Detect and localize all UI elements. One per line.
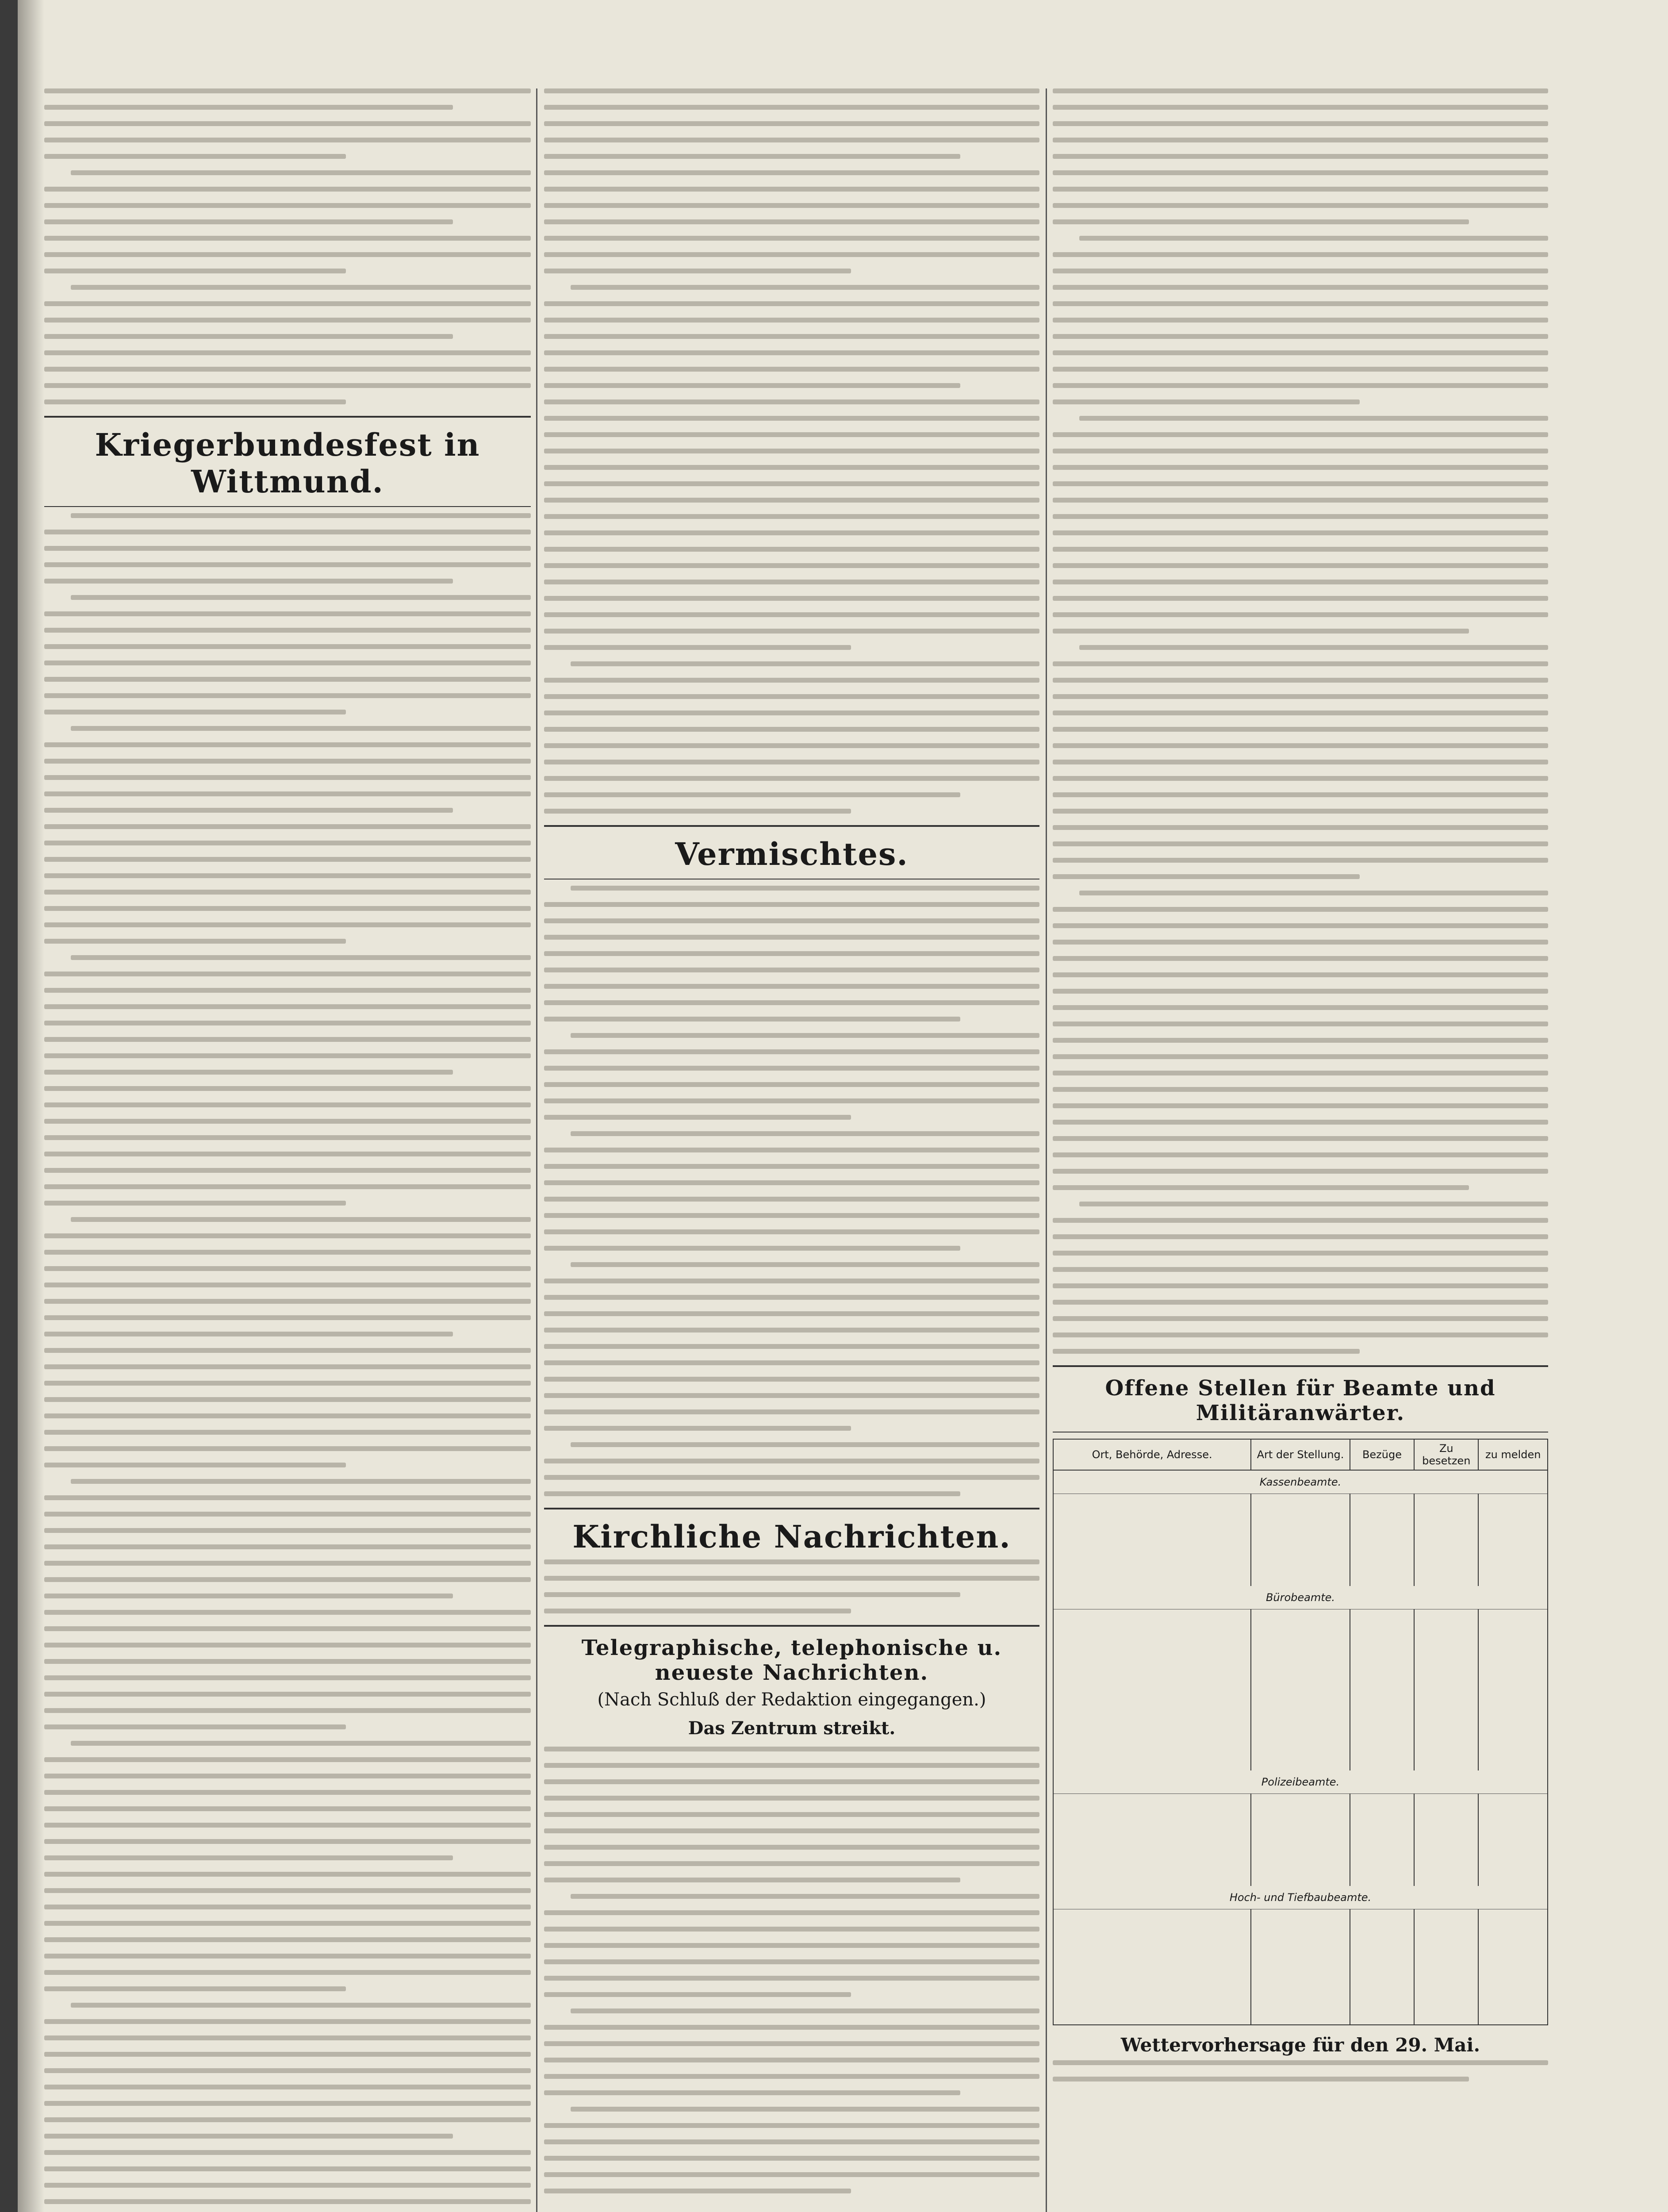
table-section-label: Bürobeamte. (1053, 1586, 1548, 1609)
table-row (1053, 1678, 1548, 1701)
headline-kriegerbundesfest: Kriegerbundesfest in Wittmund. (95, 426, 480, 500)
table-row (1053, 1817, 1548, 1840)
table-row (1053, 1840, 1548, 1863)
table-row (1053, 1701, 1548, 1724)
scan-gutter-shadow (18, 0, 44, 2212)
table-row (1053, 1863, 1548, 1886)
table-row (1053, 1932, 1548, 1955)
col2-top-text (544, 88, 1039, 814)
table-header-cell: Ort, Behörde, Adresse. (1053, 1439, 1251, 1470)
weather-forecast-text (1053, 2060, 1548, 2081)
table-section-label: Polizeibeamte. (1053, 1770, 1548, 1794)
column-rule (536, 88, 537, 2212)
column-3 (1053, 88, 1548, 2093)
divider (544, 1508, 1039, 1509)
table-section-label: Kassenbeamte. (1053, 1470, 1548, 1494)
table-row (1053, 1517, 1548, 1540)
table-row (1053, 1794, 1548, 1817)
col3-telegraph-text (1053, 88, 1548, 1354)
table-row (1053, 1632, 1548, 1655)
table-header-cell: Zu besetzen (1414, 1439, 1478, 1470)
scan-page-edge (0, 0, 18, 2212)
headline-vermischtes: Vermischtes. (675, 836, 909, 872)
table-row (1053, 1747, 1548, 1770)
table-header-cell: zu melden (1478, 1439, 1548, 1470)
headline-kirchliche-nachrichten: Kirchliche Nachrichten. (572, 1518, 1011, 1555)
openings-table (1053, 1439, 1548, 2025)
table-header-cell: Bezüge (1350, 1439, 1414, 1470)
table-row (1053, 2001, 1548, 2025)
telegraph-subheading: Das Zentrum streikt. (688, 1718, 896, 1739)
column-2 (544, 88, 1039, 2205)
col2-misc-text (544, 886, 1039, 1496)
column-1 (44, 88, 531, 2212)
headline-telegraphische-nachrichten: Telegraphische, telephonische u. neueste Nachrichten. (581, 1636, 1002, 1685)
newspaper-page (44, 88, 1637, 2212)
table-row (1053, 1655, 1548, 1678)
weather-forecast-title: Wettervorhersage für den 29. Mai. (1120, 2034, 1480, 2056)
table-row (1053, 1563, 1548, 1586)
col1-article-text (44, 513, 531, 2212)
table-row (1053, 1540, 1548, 1563)
divider (544, 825, 1039, 827)
divider (1053, 1365, 1548, 1367)
col1-top-text (44, 88, 531, 404)
table-row (1053, 1955, 1548, 1978)
divider (44, 506, 531, 507)
table-header-row (1053, 1439, 1548, 1470)
col2-telegraph-text (544, 1747, 1039, 2193)
table-section-label: Hoch- und Tiefbaubeamte. (1053, 1886, 1548, 1909)
table-row (1053, 1609, 1548, 1633)
table-row (1053, 1494, 1548, 1517)
column-rule (1046, 88, 1047, 2212)
divider (44, 416, 531, 418)
telegraph-subtitle: (Nach Schluß der Redaktion eingegangen.) (597, 1690, 986, 1710)
headline-offene-stellen: Offene Stellen für Beamte und Militäranwärter. (1105, 1376, 1496, 1425)
table-row (1053, 1909, 1548, 1933)
table-row (1053, 1724, 1548, 1747)
divider (544, 1625, 1039, 1627)
table-row (1053, 1978, 1548, 2001)
table-header-cell: Art der Stellung. (1251, 1439, 1350, 1470)
col2-church-text (544, 1559, 1039, 1613)
